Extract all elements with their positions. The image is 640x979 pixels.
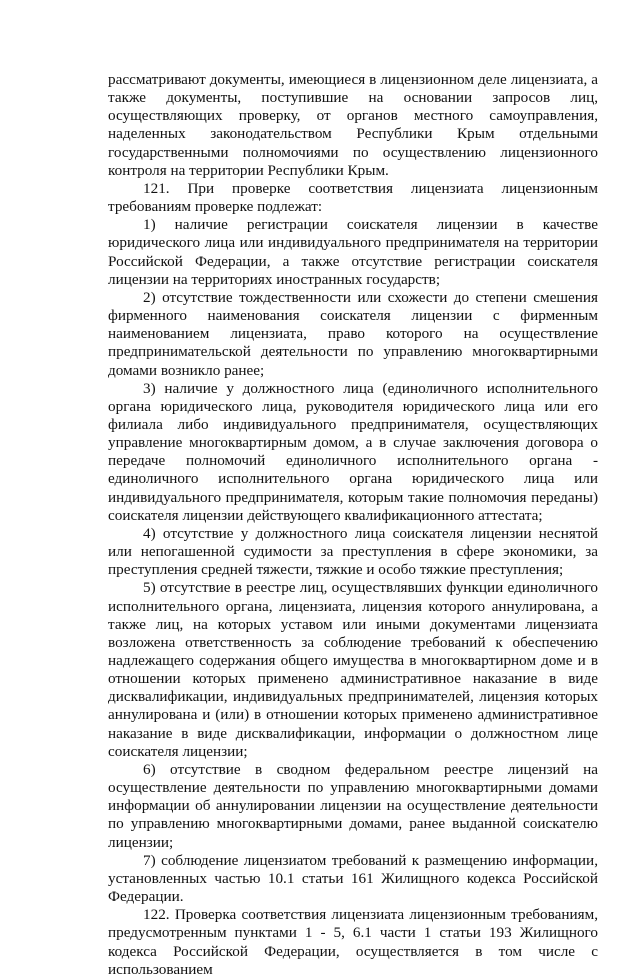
paragraph-item-4: 4) отсутствие у должностного лица соискателя лицензии неснятой или непогашенной судимости за преступления в сфере экономики, за преступления средней тяжести, тяжкие и особо тяжкие преступления; bbox=[108, 524, 598, 579]
paragraph-item-3: 3) наличие у должностного лица (единоличного исполнительного органа юридического лица, руководителя юридического лица или его филиала либо индивидуального предпринимателя, осуществляющих управление многоквартирным домом, а в случае заключения договора о передаче полномочий единоличного исполнительного органа - единоличного исполнительного органа юридического лица или индивидуального предпринимателя, которым такие полномочия переданы) соискателя лицензии действующего квалификационного аттестата; bbox=[108, 379, 598, 524]
paragraph-item-6: 6) отсутствие в сводном федеральном реестре лицензий на осуществление деятельности по управлению многоквартирными домами информации об аннулировании лицензии на осуществление деятельности по управлению многоквартирными домами, ранее выданной соискателю лицензии; bbox=[108, 760, 598, 851]
document-body bbox=[108, 71, 598, 979]
paragraph-item-7: 7) соблюдение лицензиатом требований к размещению информации, установленных частью 10.1 статьи 161 Жилищного кодекса Российской Федерации. bbox=[108, 851, 598, 906]
paragraph-continuation: рассматривают документы, имеющиеся в лицензионном деле лицензиата, а также документы, поступившие на основании запросов лиц, осуществляющих проверку, от органов местного самоуправления, наделенных законодательством Республики Крым отдельными государственными полномочиями по осуществлению лицензионного контроля на территории Республики Крым. bbox=[108, 71, 598, 179]
paragraph-122: 122. Проверка соответствия лицензиата лицензионным требованиям, предусмотренным пунктами 1 - 5, 6.1 части 1 статьи 193 Жилищного кодекса Российской Федерации, осуществляется в том числе с использованием bbox=[108, 906, 598, 978]
paragraph-item-2: 2) отсутствие тождественности или схожести до степени смешения фирменного наименования соискателя лицензии с фирменным наименованием лицензиата, право которого на осуществление предпринимательской деятельности по управлению многоквартирными домами возникло ранее; bbox=[108, 288, 598, 379]
paragraph-121: 121. При проверке соответствия лицензиата лицензионным требованиям проверке подлежат: bbox=[108, 179, 598, 216]
paragraph-item-1: 1) наличие регистрации соискателя лицензии в качестве юридического лица или индивидуального предпринимателя на территории Российской Федерации, а также отсутствие регистрации соискателя лицензии на территориях иностранных государств; bbox=[108, 216, 598, 288]
paragraph-item-5: 5) отсутствие в реестре лиц, осуществлявших функции единоличного исполнительного органа, лицензиата, лицензия которого аннулирована, а также лиц, на которых уставом или иными документами лицензиата возложена ответственность за соблюдение требований к обеспечению надлежащего содержания общего имущества в многоквартирном доме и в отношении которых применено административное наказание в виде дисквалификации, индивидуальных предпринимателей, лицензия которых аннулирована и (или) в отношении которых применено административное наказание в виде дисквалификации, информации о должностном лице соискателя лицензии; bbox=[108, 579, 598, 760]
